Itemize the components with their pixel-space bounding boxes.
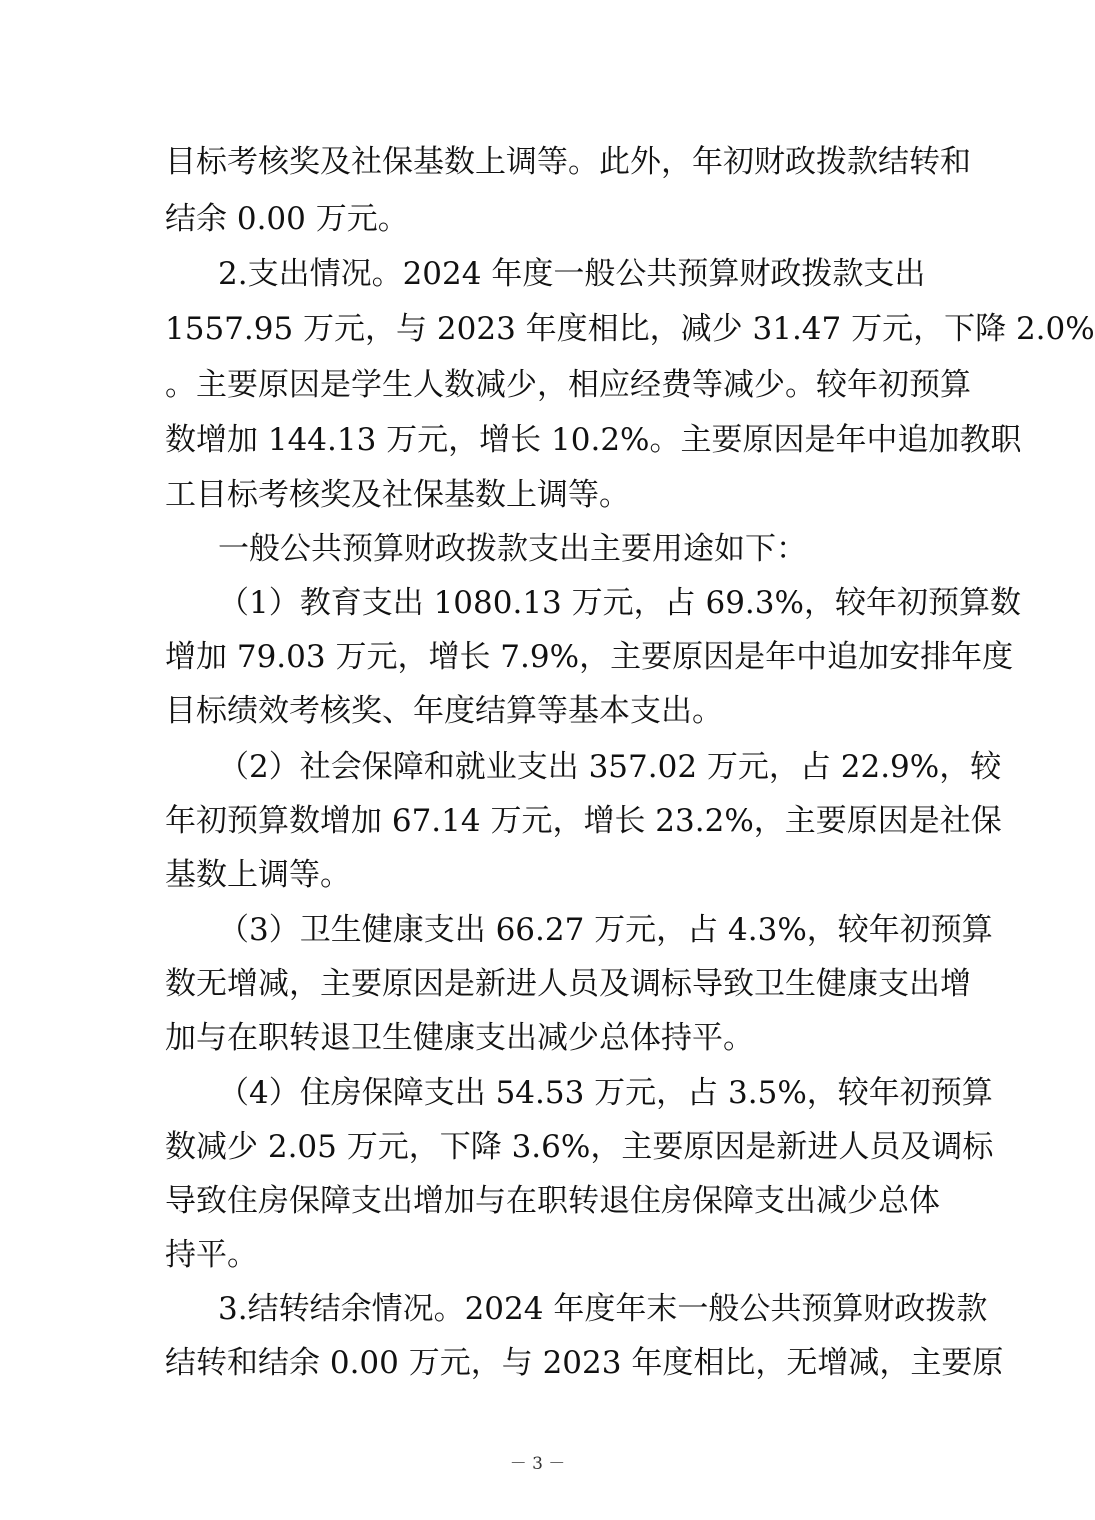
text-line: 加与在职转退卫生健康支出减少总体持平。 [165, 1020, 754, 1056]
text-line: 年初预算数增加 67.14 万元，增长 23.2%，主要原因是社保 [165, 803, 1002, 839]
text-line: 3.结转结余情况。2024 年度年末一般公共预算财政拨款 [218, 1291, 988, 1327]
text-line: 目标考核奖及社保基数上调等。此外，年初财政拨款结转和 [165, 144, 971, 180]
text-line: （2）社会保障和就业支出 357.02 万元，占 22.9%，较 [218, 749, 1002, 785]
text-line: （4）住房保障支出 54.53 万元，占 3.5%，较年初预算 [218, 1075, 993, 1111]
page-number: － 3 － [509, 1454, 566, 1474]
text-line: （1）教育支出 1080.13 万元，占 69.3%，较年初预算数 [218, 585, 1021, 621]
text-line: 数无增减，主要原因是新进人员及调标导致卫生健康支出增 [165, 966, 971, 1002]
text-line: 目标绩效考核奖、年度结算等基本支出。 [165, 693, 723, 729]
text-line: 。主要原因是学生人数减少，相应经费等减少。较年初预算 [165, 367, 971, 403]
text-line: 数减少 2.05 万元，下降 3.6%，主要原因是新进人员及调标 [165, 1129, 994, 1165]
text-line: 导致住房保障支出增加与在职转退住房保障支出减少总体 [165, 1183, 940, 1219]
text-line: 增加 79.03 万元，增长 7.9%，主要原因是年中追加安排年度 [165, 639, 1014, 675]
text-line: 数增加 144.13 万元，增长 10.2%。主要原因是年中追加教职 [165, 422, 1022, 458]
text-line: 基数上调等。 [165, 857, 351, 893]
text-line: 结转和结余 0.00 万元，与 2023 年度相比，无增减，主要原 [165, 1345, 1004, 1381]
text-line: 1557.95 万元，与 2023 年度相比，减少 31.47 万元，下降 2.0% [165, 311, 1095, 347]
text-line: （3）卫生健康支出 66.27 万元，占 4.3%，较年初预算 [218, 912, 993, 948]
text-line: 持平。 [165, 1237, 258, 1273]
text-line: 工目标考核奖及社保基数上调等。 [165, 477, 630, 513]
text-line: 结余 0.00 万元。 [165, 201, 409, 237]
text-line: 一般公共预算财政拨款支出主要用途如下： [218, 531, 807, 567]
text-line: 2.支出情况。2024 年度一般公共预算财政拨款支出 [218, 256, 926, 292]
